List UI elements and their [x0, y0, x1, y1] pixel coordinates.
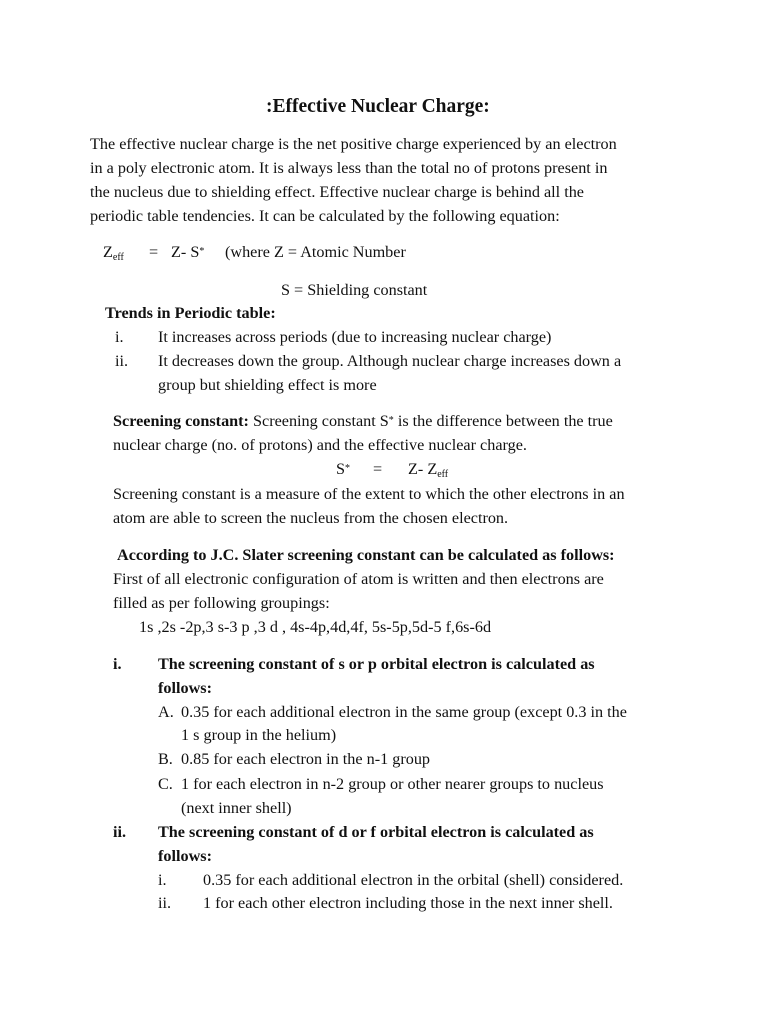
- z-eff-subscript: eff: [437, 469, 449, 480]
- rule-2-item-1-text: 0.35 for each additional electron in the orbital (shell) considered.: [203, 871, 624, 889]
- screening-text-2: is the difference between the true: [393, 412, 613, 430]
- z-minus-z: Z- Z: [408, 460, 438, 478]
- rule-2-heading-line-1: The screening constant of d or f orbital electron is calculated as: [158, 823, 594, 841]
- rule-2-heading-line-2: follows:: [158, 847, 212, 865]
- equals-sign: =: [149, 243, 159, 261]
- screening-equation-lhs: [336, 461, 350, 477]
- trend-2-text-line-1: It decreases down the group. Although nuclear charge increases down a: [158, 352, 622, 370]
- rule-1-item-b-mark: B.: [158, 750, 173, 768]
- rule-1-item-a-line-1: 0.35 for each additional electron in the same group (except 0.3 in the: [181, 703, 627, 721]
- rule-1-item-a-mark: A.: [158, 703, 174, 721]
- rule-1-item-b-line-1: 0.85 for each electron in the n-1 group: [181, 750, 431, 768]
- z-symbol: Z: [103, 243, 113, 261]
- slater-groupings: 1s ,2s -2p,3 s-3 p ,3 d , 4s-4p,4d,4f, 5s-5p,5d-5 f,6s-6d: [139, 618, 492, 636]
- trends-heading: Trends in Periodic table:: [105, 304, 276, 322]
- rule-1-heading-line-1: The screening constant of s or p orbital electron is calculated as: [158, 655, 595, 673]
- measure-line-1: Screening constant is a measure of the extent to which the other electrons in an: [113, 485, 625, 503]
- screening-line-2: nuclear charge (no. of protons) and the effective nuclear charge.: [113, 436, 527, 454]
- slater-line-1: First of all electronic configuration of atom is written and then electrons are: [113, 570, 604, 588]
- rule-1-number: i.: [113, 655, 122, 673]
- screening-line-1: [113, 413, 613, 429]
- rule-1-item-c-line-2: (next inner shell): [181, 799, 292, 817]
- eff-subscript: eff: [112, 252, 124, 263]
- s-star: *: [345, 463, 351, 474]
- intro-line-1: The effective nuclear charge is the net positive charge experienced by an electron: [90, 135, 617, 153]
- trend-1-text: It increases across periods (due to increasing nuclear charge): [158, 328, 552, 346]
- star-superscript: *: [199, 246, 205, 257]
- rule-1-item-c-mark: C.: [158, 775, 173, 793]
- rhs-text: Z- S: [171, 243, 200, 261]
- rule-2-item-1-mark: i.: [158, 871, 167, 889]
- equation-where: (where Z = Atomic Number: [225, 243, 406, 261]
- trend-2-number: ii.: [115, 352, 129, 370]
- rule-2-item-2-text: 1 for each other electron including those in the next inner shell.: [203, 894, 613, 912]
- rule-1-item-a-line-2: 1 s group in the helium): [181, 726, 337, 744]
- intro-line-4: periodic table tendencies. It can be calculated by the following equation:: [90, 207, 560, 225]
- intro-line-3: the nucleus due to shielding effect. Effective nuclear charge is behind all the: [90, 183, 584, 201]
- measure-line-2: atom are able to screen the nucleus from the chosen electron.: [113, 509, 509, 527]
- zeff-equation: [103, 243, 124, 263]
- equation-rhs: [171, 244, 204, 260]
- screening-equals: =: [373, 460, 383, 478]
- rule-2-number: ii.: [113, 823, 127, 841]
- slater-line-2: filled as per following groupings:: [113, 594, 330, 612]
- rule-2-item-2-mark: ii.: [158, 894, 172, 912]
- page-title: :Effective Nuclear Charge:: [266, 96, 490, 117]
- screening-text-1: Screening constant S: [248, 412, 389, 430]
- rule-1-heading-line-2: follows:: [158, 679, 212, 697]
- s-symbol: S: [336, 460, 346, 478]
- intro-line-2: in a poly electronic atom. It is always less than the total no of protons present in: [90, 159, 608, 177]
- screening-equation-rhs: [408, 460, 449, 480]
- screening-label: Screening constant:: [113, 412, 249, 430]
- screening-star: *: [388, 415, 394, 426]
- slater-heading: According to J.C. Slater screening constant can be calculated as follows:: [117, 546, 615, 564]
- trend-2-text-line-2: group but shielding effect is more: [158, 376, 377, 394]
- shielding-definition: S = Shielding constant: [281, 281, 428, 299]
- trend-1-number: i.: [115, 328, 124, 346]
- rule-1-item-c-line-1: 1 for each electron in n-2 group or other nearer groups to nucleus: [181, 775, 604, 793]
